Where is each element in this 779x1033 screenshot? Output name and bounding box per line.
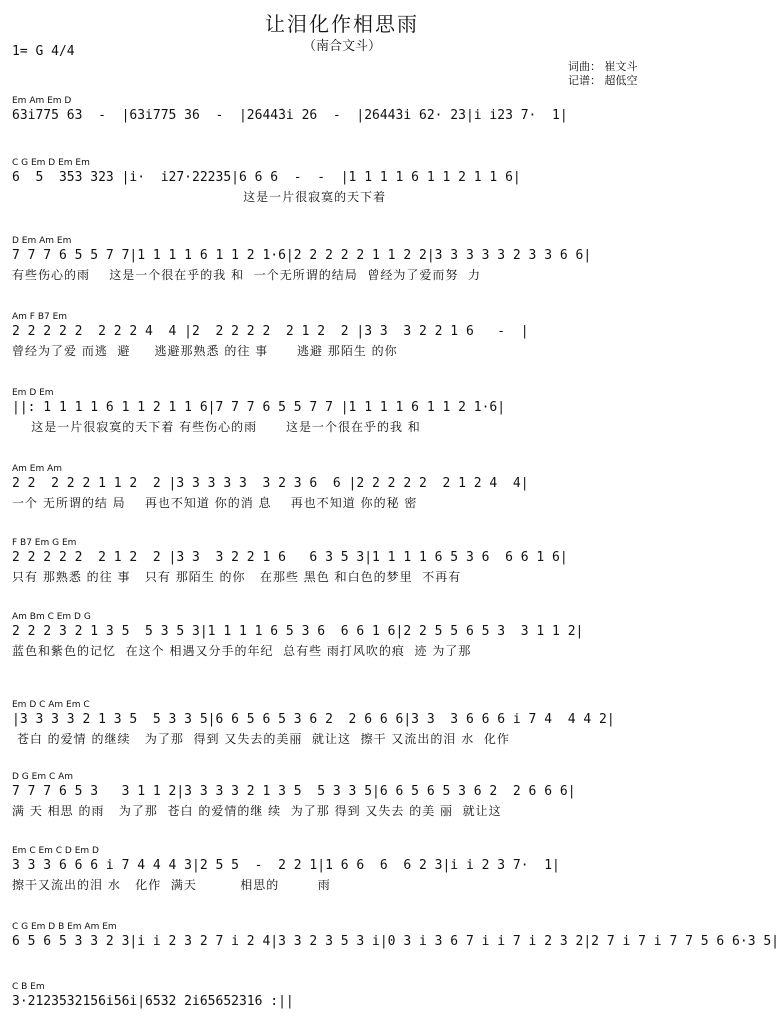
- lyric-line: 一个 无所谓的结 局 再也不知道 你的消 息 再也不知道 你的秘 密: [12, 496, 418, 510]
- lyric-line: 满 天 相思 的雨 为了那 苍白 的爱情的继 续 为了那 得到 又失去 的美 丽 就让这: [12, 804, 502, 818]
- lyric-line: 苍白 的爱情 的继续 为了那 得到 又失去的美丽 就让这 擦干 又流出的泪 水 化作: [12, 732, 510, 746]
- lyric-line: 擦干又流出的泪 水 化作 满天 相思的 雨: [12, 878, 331, 892]
- song-title: 让泪化作相思雨: [265, 12, 419, 36]
- score-row: [12, 612, 672, 658]
- transcriber-credit: 记谱： 超低空: [568, 74, 638, 87]
- chord-line: Em C Em C D Em D: [12, 846, 99, 856]
- score-row: [12, 982, 672, 1028]
- lyric-line: [12, 952, 672, 968]
- chord-line: Am Bm C Em D G: [12, 612, 91, 622]
- notation-line: 63i775 63 - |63i775 36 - |2644̇3i 26 - |2644̇3i 62· 23|i i23 7· 1|: [12, 108, 568, 123]
- lyric-line: [12, 126, 672, 142]
- chord-line: Am Em Am: [12, 464, 63, 474]
- notation-line: 6 5 6 5 3 3 2 3|i i 2 3 2 7 i 2 4|3 3 2 3 5 3 i|0 3 i 3 6 7 i i 7 i 2 3 2|2 7 i 7 i 7 7 5 6 6·3 5|: [12, 934, 779, 949]
- lyricist-composer-credit: 词曲： 崔文斗: [568, 60, 638, 73]
- chord-line: D Em Am Em: [12, 236, 72, 246]
- notation-line: 6 5 353 323 |i· i27·22235|6 6 6 - - |1 1 1 1 6 1 1 2 1 1 6|: [12, 170, 521, 185]
- chord-line: C B Em: [12, 982, 45, 992]
- notation-line: |3 3 3 3 2 1 3 5 5 3 3 5|6 6 5 6 5 3 6 2 2 6 6 6|3 3 3 6 6 6 i 7 4 4 4 2|: [12, 712, 615, 727]
- score-row: [12, 538, 672, 584]
- lyric-line: 只有 那熟悉 的往 事 只有 那陌生 的你 在那些 黑色 和白色的梦里 不再有: [12, 570, 462, 584]
- score-row: [12, 922, 779, 968]
- lyric-line: 有些伤心的雨 这是一个很在乎的我 和 一个无所谓的结局 曾经为了爱而努 力: [12, 268, 481, 282]
- key-signature: 1= G 4/4: [12, 44, 75, 59]
- notation-line: 2 2 2 3 2 1 3 5 5 3 5 3|1 1 1 1 6 5 3 6 6 6 1 6|2 2 5 5 6 5 3 3 1 1 2|: [12, 624, 584, 639]
- lyric-line: 这是一片很寂寞的天下着: [12, 190, 387, 204]
- song-subtitle: （南合文斗）: [302, 39, 381, 54]
- score-row: [12, 846, 672, 892]
- score-row: [12, 700, 672, 746]
- lyric-line: 蓝色和紫色的记忆 在这个 相遇又分手的年纪 总有些 雨打风吹的痕 迹 为了那: [12, 644, 472, 658]
- chord-line: D G Em C Am: [12, 772, 74, 782]
- lyric-line: 这是一片很寂寞的天下着 有些伤心的雨 这是一个很在乎的我 和: [12, 420, 421, 434]
- chord-line: C G Em D B Em Am Em: [12, 922, 117, 932]
- score-row: [12, 158, 672, 204]
- chord-line: C G Em D Em Em: [12, 158, 90, 168]
- notation-line: 3 3 3 6 6 6 i 7 4 4 4 3|2 5 5 - 2 2 1|1 6 6 6 6 2 3|i i 2 3 7· 1|: [12, 858, 560, 873]
- chord-line: Em D Em: [12, 388, 54, 398]
- chord-line: Em D C Am Em C: [12, 700, 90, 710]
- notation-line: 3·2123532156i56i|6532 2i65652316 :||: [12, 994, 294, 1009]
- score-row: [12, 464, 672, 510]
- notation-line: 7 7 7 6 5 5 7 7|1 1 1 1 6 1 1 2 1·6|2 2 2 2 2 1 1 2 2|3 3 3 3 3 2 3 3 6 6|: [12, 248, 592, 263]
- notation-line: ||: 1 1 1 1 6 1 1 2 1 1 6|7 7 7 6 5 5 7 7 |1 1 1 1 6 1 1 2 1·6|: [12, 400, 506, 415]
- score-row: [12, 388, 672, 434]
- lyric-line: 曾经为了爱 而逃 避 逃避那熟悉 的往 事 逃避 那陌生 的你: [12, 344, 398, 358]
- notation-line: 2 2 2 2 2 1 1 2 2 |3 3 3 3 3 3 2 3 6 6 |2 2 2 2 2 2 1 2 4 4|: [12, 476, 529, 491]
- chord-line: Em Am Em D: [12, 96, 72, 106]
- score-row: [12, 772, 672, 818]
- notation-line: 7 7 7 6 5 3 3 1 1 2|3 3 3 3 2 1 3 5 5 3 3 5|6 6 5 6 5 3 6 2 2 6 6 6|: [12, 784, 576, 799]
- chord-line: Am F B7 Em: [12, 312, 68, 322]
- lyric-line: [12, 1012, 672, 1028]
- chord-line: F B7 Em G Em: [12, 538, 77, 548]
- score-row: [12, 236, 672, 282]
- score-row: [12, 96, 672, 142]
- notation-line: 2 2 2 2 2 2 1 2 2 |3 3 3 2 2 1 6 6 3 5 3|1 1 1 1 6 5 3 6 6 6 1 6|: [12, 550, 568, 565]
- notation-line: 2 2 2 2 2 2 2 2 4 4 |2 2 2 2 2 2 1 2 2 |3 3 3 2 2 1 6 - |: [12, 324, 529, 339]
- score-row: [12, 312, 672, 358]
